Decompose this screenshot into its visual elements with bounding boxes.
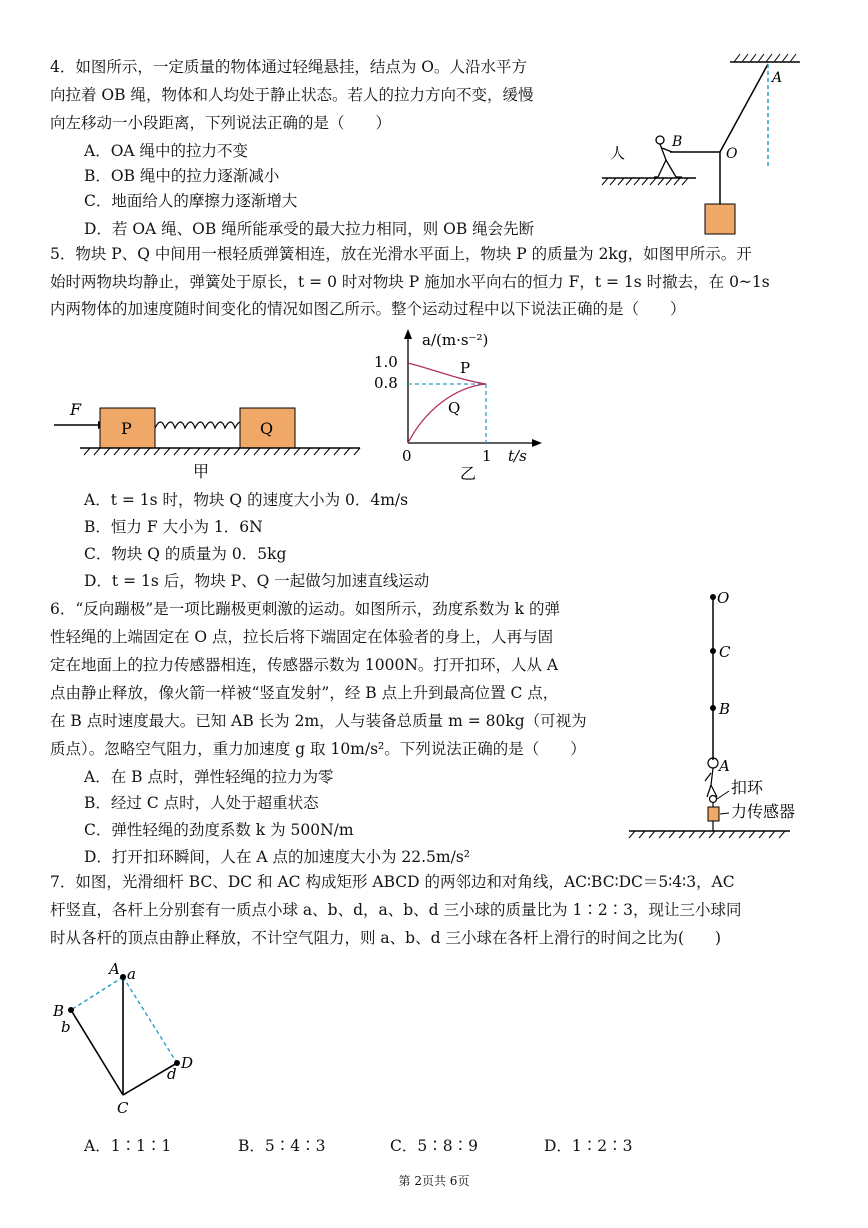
- q6-line-5: 在 B 点时速度最大。已知 AB 长为 2m，人与装备总质量 m = 80kg（可视为: [50, 712, 587, 730]
- q6-label-buckle: 扣环: [731, 778, 764, 797]
- q5-label-f: F: [70, 400, 82, 419]
- q7-option-a: A．1∶1∶1: [84, 1137, 172, 1155]
- q5-caption-jia: 甲: [193, 462, 210, 481]
- q7-line-2: 杆竖直，各杆上分别套有一质点小球 a、b、d，a、b、d 三小球的质量比为 1∶2∶3，现让三小球同: [50, 901, 742, 919]
- q5-option-c: C．物块 Q 的质量为 0．5kg: [84, 545, 287, 563]
- q6-label-a: A: [719, 757, 730, 775]
- q7-line-1: 7．如图，光滑细杆 BC、DC 和 AC 构成矩形 ABCD 的两邻边和对角线，AC∶BC∶DC＝5∶4∶3，AC: [50, 873, 735, 891]
- q5-figure-jia: [50, 395, 370, 485]
- q4-line-3: 向左移动一小段距离，下列说法正确的是（ ）: [50, 114, 392, 132]
- q6-label-b: B: [719, 700, 731, 718]
- q7-option-d: D．1∶2∶3: [544, 1137, 633, 1155]
- q7-label-B: B: [53, 1002, 65, 1020]
- q5-figure-yi: [370, 325, 550, 485]
- q6-line-4: 点由静止释放，像火箭一样被“竖直发射”，经 B 点上升到最高位置 C 点，: [50, 684, 559, 702]
- q6-line-1: 6．“反向蹦极”是一项比蹦极更刺激的运动。如图所示，劲度系数为 k 的弹: [50, 600, 560, 618]
- q6-option-b: B．经过 C 点时，人处于超重状态: [84, 794, 319, 812]
- sensor-icon: [708, 807, 719, 821]
- q5-xlabel: t/s: [508, 447, 527, 465]
- jumper-icon: [705, 758, 718, 797]
- q4-label-b: B: [672, 134, 683, 150]
- q7-option-b: B．5∶4∶3: [238, 1137, 326, 1155]
- q6-option-a: A．在 B 点时，弹性轻绳的拉力为零: [84, 768, 334, 786]
- q6-line-3: 定在地面上的拉力传感器相连，传感器示数为 1000N。打开扣环，人从 A: [50, 656, 559, 674]
- q7-label-D: D: [181, 1054, 194, 1072]
- q6-option-c: C．弹性轻绳的劲度系数 k 为 500N/m: [84, 821, 354, 839]
- q7-line-3: 时从各杆的顶点由静止释放，不计空气阻力，则 a、b、d 三小球在各杆上滑行的时间之比为( ): [50, 929, 722, 947]
- q5-tick-1-0: 1.0: [374, 353, 398, 371]
- q4-line-1: 4．如图所示，一定质量的物体通过轻绳悬挂，结点为 O。人沿水平方: [50, 58, 527, 76]
- q7-label-b: b: [61, 1018, 71, 1036]
- q5-option-d: D．t = 1s 后，物块 P、Q 一起做匀加速直线运动: [84, 572, 430, 590]
- q7-label-C: C: [117, 1099, 129, 1117]
- q5-line-3: 内两物体的加速度随时间变化的情况如图乙所示。整个运动过程中以下说法正确的是（ ）: [50, 300, 686, 318]
- curve-p: [408, 363, 486, 384]
- q5-tick-0-8: 0.8: [374, 374, 398, 392]
- q6-figure: [625, 585, 825, 845]
- q4-label-o: O: [726, 146, 738, 162]
- q5-option-a: A．t = 1s 时，物块 Q 的速度大小为 0．4m/s: [84, 491, 409, 509]
- q7-label-d: d: [167, 1065, 177, 1083]
- q4-option-d: D．若 OA 绳、OB 绳所能承受的最大拉力相同，则 OB 绳会先断: [84, 220, 535, 238]
- q6-line-2: 性轻绳的上端固定在 O 点，拉长后将下端固定在体验者的身上，人再与固: [50, 628, 554, 646]
- q5-origin: 0: [402, 447, 412, 465]
- q6-label-c: C: [719, 643, 731, 661]
- buckle-icon: [710, 796, 717, 803]
- q5-curve-label-q: Q: [448, 399, 461, 417]
- q4-person-label: 人: [610, 144, 626, 162]
- q5-label-q: Q: [260, 419, 274, 438]
- page-footer: 第 2页共 6页: [398, 1174, 470, 1188]
- q5-tick-x1: 1: [482, 447, 492, 465]
- q6-label-sensor: 力传感器: [731, 802, 796, 821]
- q4-label-a: A: [772, 70, 783, 86]
- q7-label-A: A: [109, 960, 120, 978]
- q5-ylabel: a/(m·s⁻²): [422, 331, 489, 349]
- q5-label-p: P: [121, 419, 132, 438]
- q4-line-2: 向拉着 OB 绳，物体和人均处于静止状态。若人的拉力方向不变，缓慢: [50, 86, 534, 104]
- q6-option-d: D．打开扣环瞬间，人在 A 点的加速度大小为 22.5m/s²: [84, 848, 471, 866]
- q4-option-a: A．OA 绳中的拉力不变: [84, 142, 249, 160]
- q4-option-b: B．OB 绳中的拉力逐渐减小: [84, 167, 280, 185]
- q5-line-2: 始时两物块均静止，弹簧处于原长，t = 0 时对物块 P 施加水平向右的恒力 F，t = 1s 时撤去，在 0~1s: [50, 273, 770, 291]
- q7-option-c: C．5∶8∶9: [390, 1137, 478, 1155]
- q6-line-6: 质点）。忽略空气阻力，重力加速度 g 取 10m/s²。下列说法正确的是（ ）: [50, 740, 586, 758]
- q4-option-c: C．地面给人的摩擦力逐渐增大: [84, 192, 298, 210]
- q5-line-1: 5．物块 P、Q 中间用一根轻质弹簧相连，放在光滑水平面上，物块 P 的质量为 2kg，如图甲所示。开: [50, 245, 752, 263]
- curve-q: [408, 384, 486, 443]
- q4-figure: [600, 50, 830, 240]
- q5-caption-yi: 乙: [460, 464, 477, 483]
- q6-label-o: O: [717, 589, 730, 607]
- q5-curve-label-p: P: [460, 359, 471, 377]
- q7-figure: [45, 955, 215, 1125]
- q7-label-a: a: [127, 965, 136, 983]
- q5-option-b: B．恒力 F 大小为 1．6N: [84, 518, 263, 536]
